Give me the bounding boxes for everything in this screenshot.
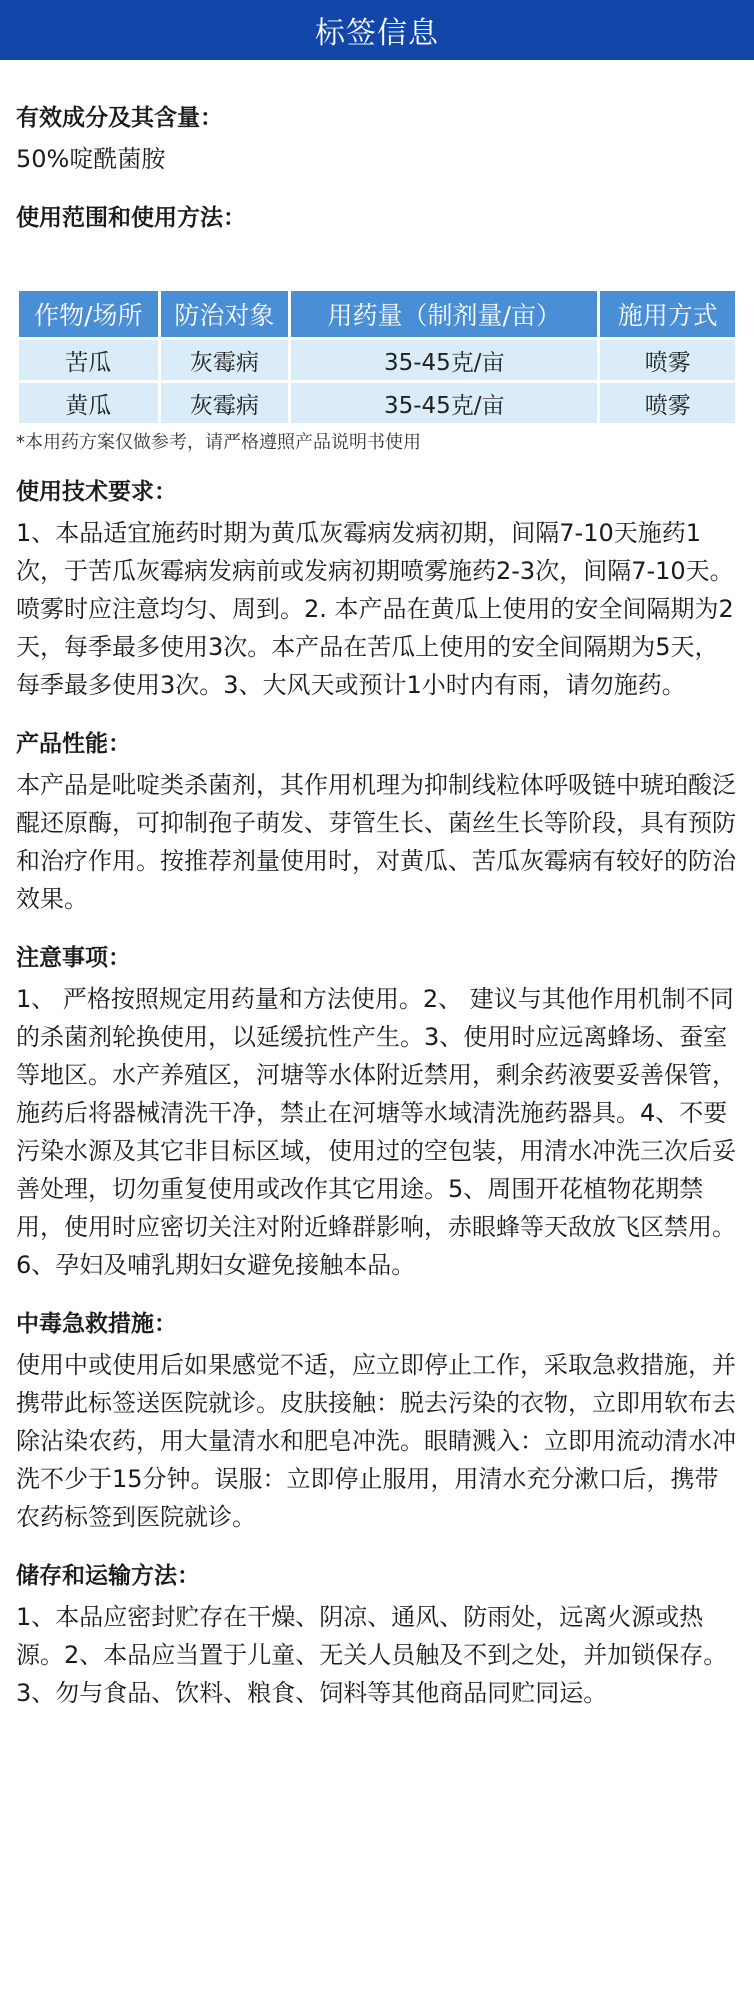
performance-title: 产品性能： <box>16 731 131 757</box>
precautions-title: 注意事项： <box>16 945 131 971</box>
dose-table <box>16 288 738 426</box>
cell-dosage: 35-45克/亩 <box>291 340 597 380</box>
header-dosage: 用药量（制剂量/亩） <box>291 291 597 337</box>
cell-target: 灰霉病 <box>161 340 289 380</box>
dose-table-wrap <box>16 288 738 458</box>
tech-requirements-text: 1、本品适宜施药时期为黄瓜灰霉病发病初期，间隔7-10天施药1次，于苦瓜灰霉病发病前或发病初期喷雾施药2-3次，间隔7-10天。喷雾时应注意均匀、周到。2. 本产品在黄瓜上使用的安全间隔期为2天，每季最多使用3次。本产品在苦瓜上使用的安全间隔期为5天，每季最多使用3次。3、大风天或预计1小时内有雨，请勿施药。 <box>16 519 734 699</box>
precautions-text: 1、 严格按照规定用药量和方法使用。2、 建议与其他作用机制不同的杀菌剂轮换使用，以延缓抗性产生。3、使用时应远离蜂场、蚕室等地区。水产养殖区，河塘等水体附近禁用，剩余药液要妥善保管，施药后将器械清洗干净，禁止在河塘等水域清洗施药器具。4、不要污染水源及其它非目标区域，使用过的空包装，用清水冲洗三次后妥善处理，切勿重复使用或改作其它用途。5、周围开花植物花期禁用，使用时应密切关注对附近蜂群影响，赤眼蜂等天敌放飞区禁用。6、孕妇及哺乳期妇女避免接触本品。 <box>16 985 736 1279</box>
page-title: 标签信息 <box>315 16 439 51</box>
precautions-section <box>16 940 738 1284</box>
cell-method: 喷雾 <box>600 383 735 423</box>
cell-method: 喷雾 <box>600 340 735 380</box>
storage-text: 1、本品应密封贮存在干燥、阴凉、通风、防雨处，远离火源或热源。2、本品应当置于儿童、无关人员触及不到之处，并加锁保存。3、勿与食品、饮料、粮食、饲料等其他商品同贮同运。 <box>16 1603 728 1707</box>
ingredient-title: 有效成分及其含量： <box>16 105 223 131</box>
ingredient-section <box>16 100 738 178</box>
table-row <box>19 340 735 380</box>
tech-requirements-title: 使用技术要求： <box>16 479 177 505</box>
performance-section <box>16 726 738 918</box>
first-aid-section <box>16 1306 738 1536</box>
cell-dosage: 35-45克/亩 <box>291 383 597 423</box>
cell-crop: 黄瓜 <box>19 383 158 423</box>
dose-table-note: *本用药方案仅做参考，请严格遵照产品说明书使用 <box>16 432 421 453</box>
cell-crop: 苦瓜 <box>19 340 158 380</box>
tech-requirements-section <box>16 474 738 704</box>
storage-section <box>16 1558 738 1712</box>
header-method: 施用方式 <box>600 291 735 337</box>
table-row <box>19 383 735 423</box>
usage-range-section <box>16 200 738 236</box>
storage-title: 储存和运输方法： <box>16 1563 200 1589</box>
page-header <box>0 0 754 60</box>
header-target: 防治对象 <box>161 291 289 337</box>
label-content <box>0 60 754 1712</box>
first-aid-title: 中毒急救措施： <box>16 1311 177 1337</box>
header-crop: 作物/场所 <box>19 291 158 337</box>
cell-target: 灰霉病 <box>161 383 289 423</box>
usage-range-title: 使用范围和使用方法： <box>16 205 246 231</box>
ingredient-text: 50%啶酰菌胺 <box>16 145 166 173</box>
performance-text: 本产品是吡啶类杀菌剂，其作用机理为抑制线粒体呼吸链中琥珀酸泛醌还原酶，可抑制孢子萌发、芽管生长、菌丝生长等阶段，具有预防和治疗作用。按推荐剂量使用时，对黄瓜、苦瓜灰霉病有较好的防治效果。 <box>16 771 736 913</box>
dose-table-header-row <box>19 291 735 337</box>
first-aid-text: 使用中或使用后如果感觉不适，应立即停止工作，采取急救措施，并携带此标签送医院就诊。皮肤接触：脱去污染的衣物，立即用软布去除沾染农药，用大量清水和肥皂冲洗。眼睛溅入：立即用流动清水冲洗不少于15分钟。误服：立即停止服用，用清水充分漱口后，携带农药标签到医院就诊。 <box>16 1351 736 1531</box>
